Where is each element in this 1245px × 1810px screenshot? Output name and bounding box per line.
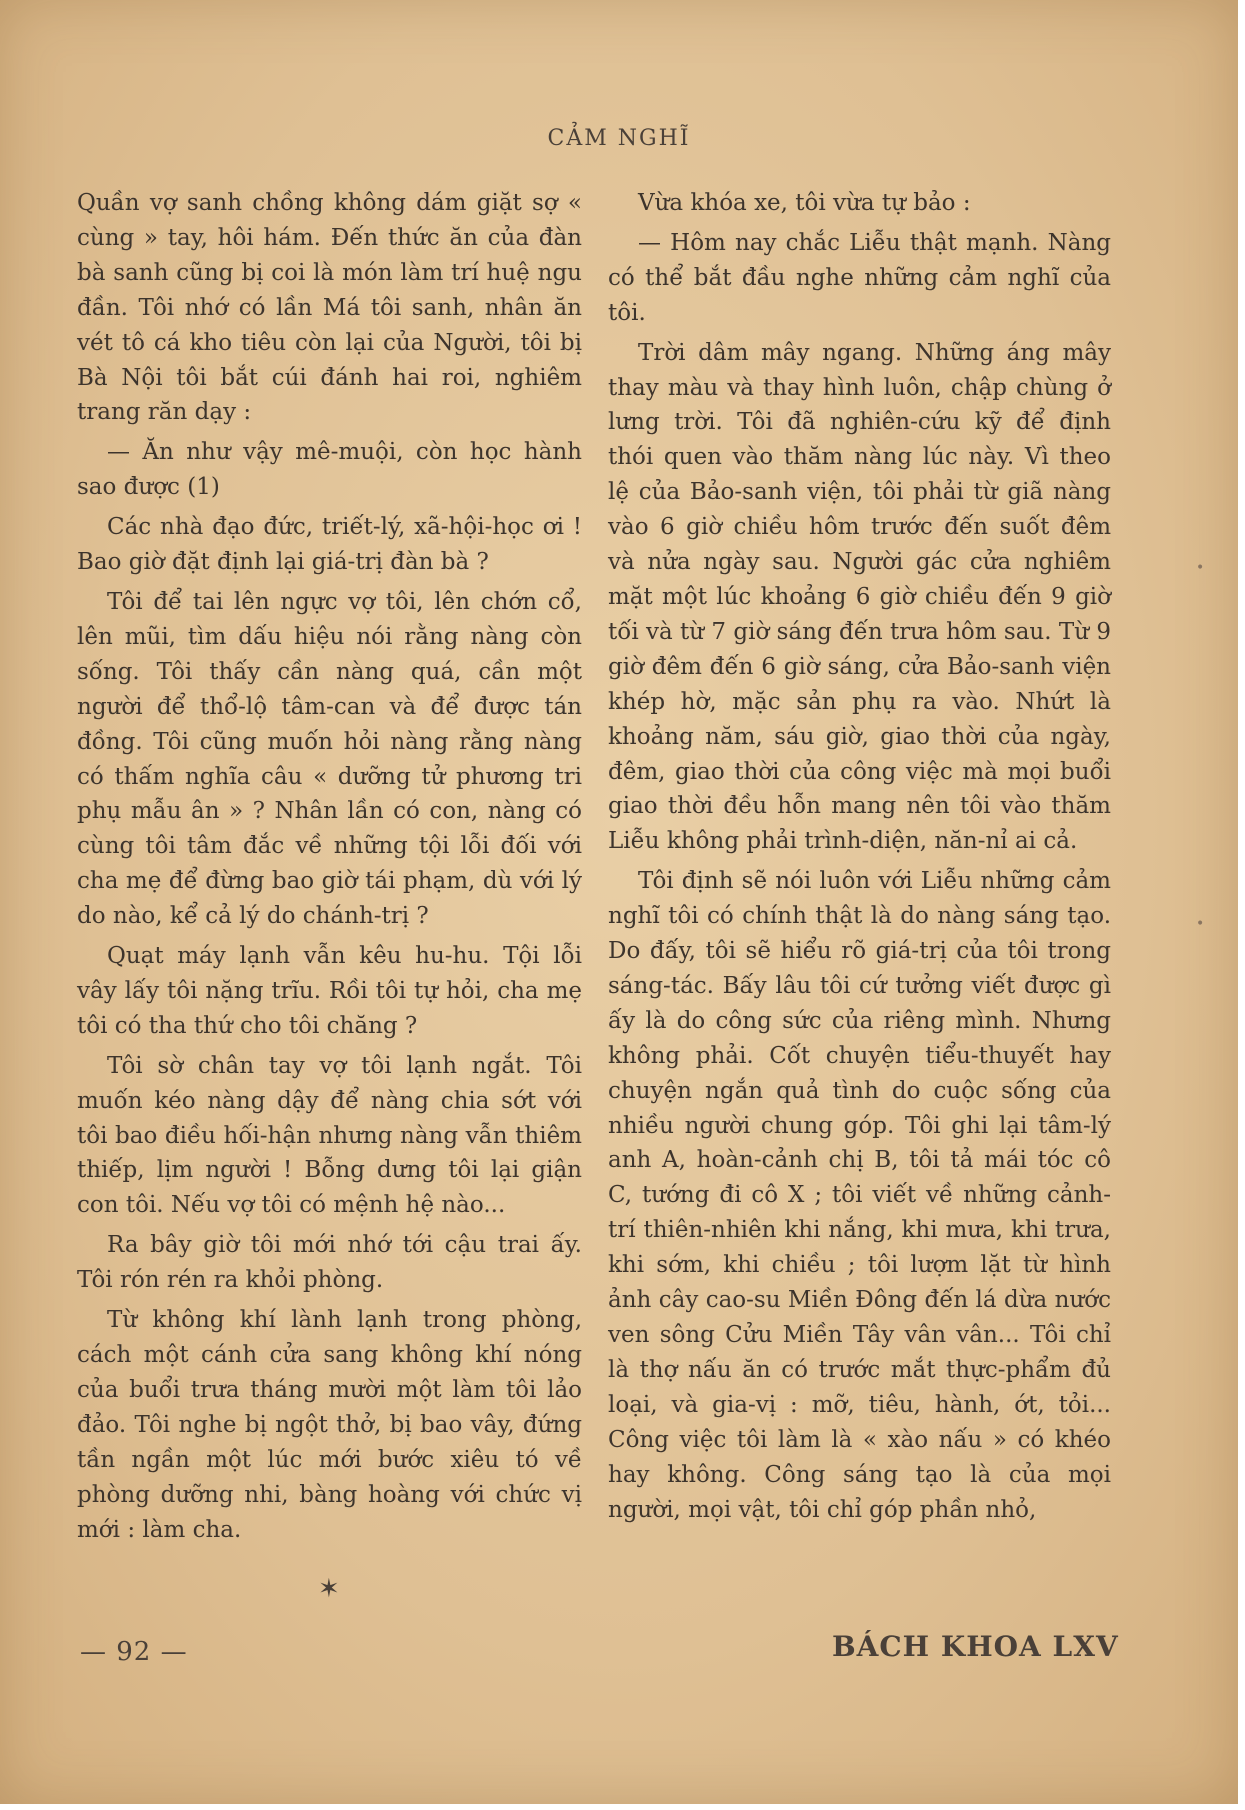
paragraph: Vừa khóa xe, tôi vừa tự bảo : — [638, 190, 971, 216]
binding-holes — [1196, 560, 1208, 1272]
section-separator-icon: ✶ — [318, 1574, 340, 1604]
hole-mark-icon: • — [1196, 916, 1205, 932]
hole-mark-icon: • — [1196, 560, 1205, 576]
journal-title: BÁCH KHOA LXV — [832, 1630, 1119, 1663]
paragraph: Tôi định sẽ nói luôn với Liễu những cảm nghĩ tôi có chính thật là do nàng sáng tạo. Do đấy, tôi sẽ hiểu rõ giá-trị của tôi trong sáng-tác. Bấy lâu tôi cứ tưởng viết được gì ấy là do công sức của riêng mình. Nhưng không phải. Cốt chuyện tiểu-thuyết hay chuyện ngắn quả tình do cuộc sống của nhiều người chung góp. Tôi ghi lại tâm-lý anh A, hoàn-cảnh chị B, tôi tả mái tóc cô C, tướng đi cô X ; tôi viết về những cảnh-trí thiên-nhiên khi nắng, khi mưa, khi trưa, khi sớm, khi chiều ; tôi lượm lặt từ hình ảnh cây cao-su Miền Đông đến lá dừa nước ven sông Cửu Miền Tây vân vân... Tôi chỉ là thợ nấu ăn có trước mắt thực-phẩm đủ loại, và gia-vị : mỡ, tiêu, hành, ớt, tỏi... Công việc tôi làm là « xào nấu » có khéo hay không. Công sáng tạo là của mọi người, mọi vật, tôi chỉ góp phần nhỏ, — [608, 868, 1111, 1523]
paragraph: — Ăn như vậy mê-muội, còn học hành sao được (1) — [77, 439, 582, 501]
running-title: CẢM NGHĨ — [547, 126, 691, 151]
right-column — [608, 186, 1111, 1532]
paragraph: Quạt máy lạnh vẫn kêu hu-hu. Tội lỗi vây lấy tôi nặng trĩu. Rồi tôi tự hỏi, cha mẹ tôi có tha thứ cho tôi chăng ? — [77, 943, 582, 1039]
paragraph: Từ không khí lành lạnh trong phòng, cách một cánh cửa sang không khí nóng của buổi trưa tháng mười một làm tôi lảo đảo. Tôi nghe bị ngột thở, bị bao vây, đứng tần ngần một lúc mới bước xiêu tó về phòng dưỡng nhi, bàng hoàng với chức vị mới : làm cha. — [77, 1307, 582, 1543]
paragraph: Trời dâm mây ngang. Những áng mây thay màu và thay hình luôn, chập chùng ở lưng trời. Tôi đã nghiên-cứu kỹ để định thói quen vào thăm nàng lúc này. Vì theo lệ của Bảo-sanh viện, tôi phải từ giã nàng vào 6 giờ chiều hôm trước đến suốt đêm và nửa ngày sau. Người gác cửa nghiêm mặt một lúc khoảng 6 giờ chiều đến 9 giờ tối và từ 7 giờ sáng đến trưa hôm sau. Từ 9 giờ đêm đến 6 giờ sáng, cửa Bảo-sanh viện khép hờ, mặc sản phụ ra vào. Nhứt là khoảng năm, sáu giờ, giao thời của ngày, đêm, giao thời của công việc mà mọi buổi giao thời đều hỗn mang nên tôi vào thăm Liễu không phải trình-diện, năn-nỉ ai cả. — [608, 339, 1111, 855]
paragraph: Ra bây giờ tôi mới nhớ tới cậu trai ấy. Tôi rón rén ra khỏi phòng. — [77, 1232, 582, 1294]
paragraph: Tôi sờ chân tay vợ tôi lạnh ngắt. Tôi muốn kéo nàng dậy để nàng chia sớt với tôi bao điều hối-hận nhưng nàng vẫn thiêm thiếp, lịm người ! Bỗng dưng tôi lại giận con tôi. Nếu vợ tôi có mệnh hệ nào... — [77, 1052, 582, 1219]
page-number: — 92 — — [80, 1637, 188, 1667]
paragraph: Các nhà đạo đức, triết-lý, xã-hội-học ơi ! Bao giờ đặt định lại giá-trị đàn bà ? — [77, 514, 582, 576]
paragraph: — Hôm nay chắc Liễu thật mạnh. Nàng có thể bắt đầu nghe những cảm nghĩ của tôi. — [608, 229, 1111, 326]
paragraph: Tôi để tai lên ngực vợ tôi, lên chớn cổ, lên mũi, tìm dấu hiệu nói rằng nàng còn sống. Tôi thấy cần nàng quá, cần một người để thổ-lộ tâm-can và để được tán đồng. Tôi cũng muốn hỏi nàng rằng nàng có thấm nghĩa câu « dưỡng tử phương tri phụ mẫu ân » ? Nhân lần có con, nàng có cùng tôi tâm đắc về những tội lỗi đối với cha mẹ để đừng bao giờ tái phạm, dù với lý do nào, kể cả lý do chánh-trị ? — [77, 588, 582, 930]
left-column — [77, 186, 582, 1552]
paragraph: Quần vợ sanh chồng không dám giặt sợ « cùng » tay, hôi hám. Đến thức ăn của đàn bà sanh cũng bị coi là món làm trí huệ ngu đần. Tôi nhớ có lần Má tôi sanh, nhân ăn vét tô cá kho tiêu còn lại của Người, tôi bị Bà Nội tôi bắt cúi đánh hai roi, nghiêm trang răn dạy : — [77, 190, 582, 426]
